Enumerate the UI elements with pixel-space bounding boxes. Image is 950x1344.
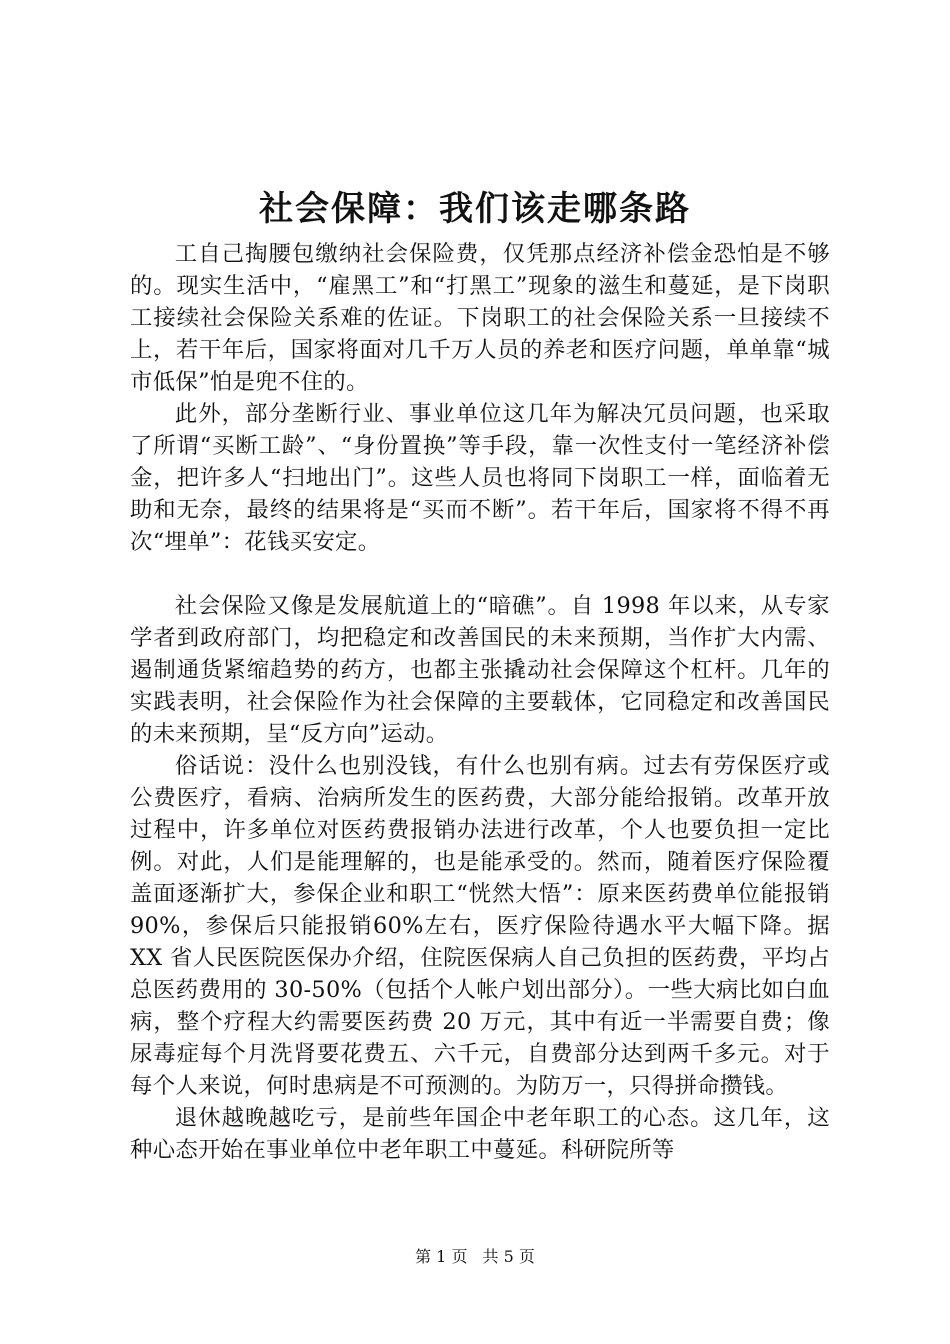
paragraph: 俗话说：没什么也别没钱，有什么也别有病。过去有劳保医疗或公费医疗，看病、治病所发生的医药费，大部分能给报销。改革开放过程中，许多单位对医药费报销办法进行改革，个人也要负担一定比例。对此，人们是能理解的，也是能承受的。然而，随着医疗保险覆盖面逐渐扩大，参保企业和职工“恍然大悟”：原来医药费单位能报销 90%，参保后只能报销60%左右，医疗保险待遇水平大幅下降。据 XX 省人民医院医保办介绍，住院医保病人自己负担的医药费，平均占总医药费用的 30-50%（包括个人帐户划出部分）。一些大病比如白血病，整个疗程大约需要医药费 20 万元，其中有近一半需要自费；像尿毒症每个月洗肾要花费五、六千元，自费部分达到两千多元。对于每个人来说，何时患病是不可预测的。为防万一，只得拼命攒钱。 bbox=[130, 753, 830, 1099]
document-body bbox=[130, 238, 830, 1166]
paragraph-spacer bbox=[130, 558, 830, 590]
paragraph: 此外，部分垄断行业、事业单位这几年为解决冗员问题，也采取了所谓“买断工龄”、“身份置换”等手段，靠一次性支付一笔经济补偿金，把许多人“扫地出门”。这些人员也将同下岗职工一样，面临着无助和无奈，最终的结果将是“买而不断”。若干年后，国家将不得不再次“埋单”：花钱买安定。 bbox=[130, 401, 830, 555]
paragraph: 工自己掏腰包缴纳社会保险费，仅凭那点经济补偿金恐怕是不够的。现实生活中，“雇黑工”和“打黑工”现象的滋生和蔓延，是下岗职工接续社会保险关系难的佐证。下岗职工的社会保险关系一旦接续不上，若干年后，国家将面对几千万人员的养老和医疗问题，单单靠“城市低保”怕是兜不住的。 bbox=[130, 241, 830, 395]
paragraph: 退休越晚越吃亏，是前些年国企中老年职工的心态。这几年，这种心态开始在事业单位中老年职工中蔓延。科研院所等 bbox=[130, 1105, 830, 1163]
paragraph: 社会保险又像是发展航道上的“暗礁”。自 1998 年以来，从专家学者到政府部门，均把稳定和改善国民的未来预期，当作扩大内需、遏制通货紧缩趋势的药方，也都主张撬动社会保障这个杠杆。几年的实践表明，社会保险作为社会保障的主要载体，它同稳定和改善国民的未来预期，呈“反方向”运动。 bbox=[130, 593, 830, 747]
page-footer bbox=[0, 1244, 950, 1267]
page-count: 共 5 页 bbox=[482, 1247, 535, 1266]
page-number: 第 1 页 bbox=[415, 1247, 468, 1266]
document-title: 社会保障：我们该走哪条路 bbox=[259, 189, 691, 229]
